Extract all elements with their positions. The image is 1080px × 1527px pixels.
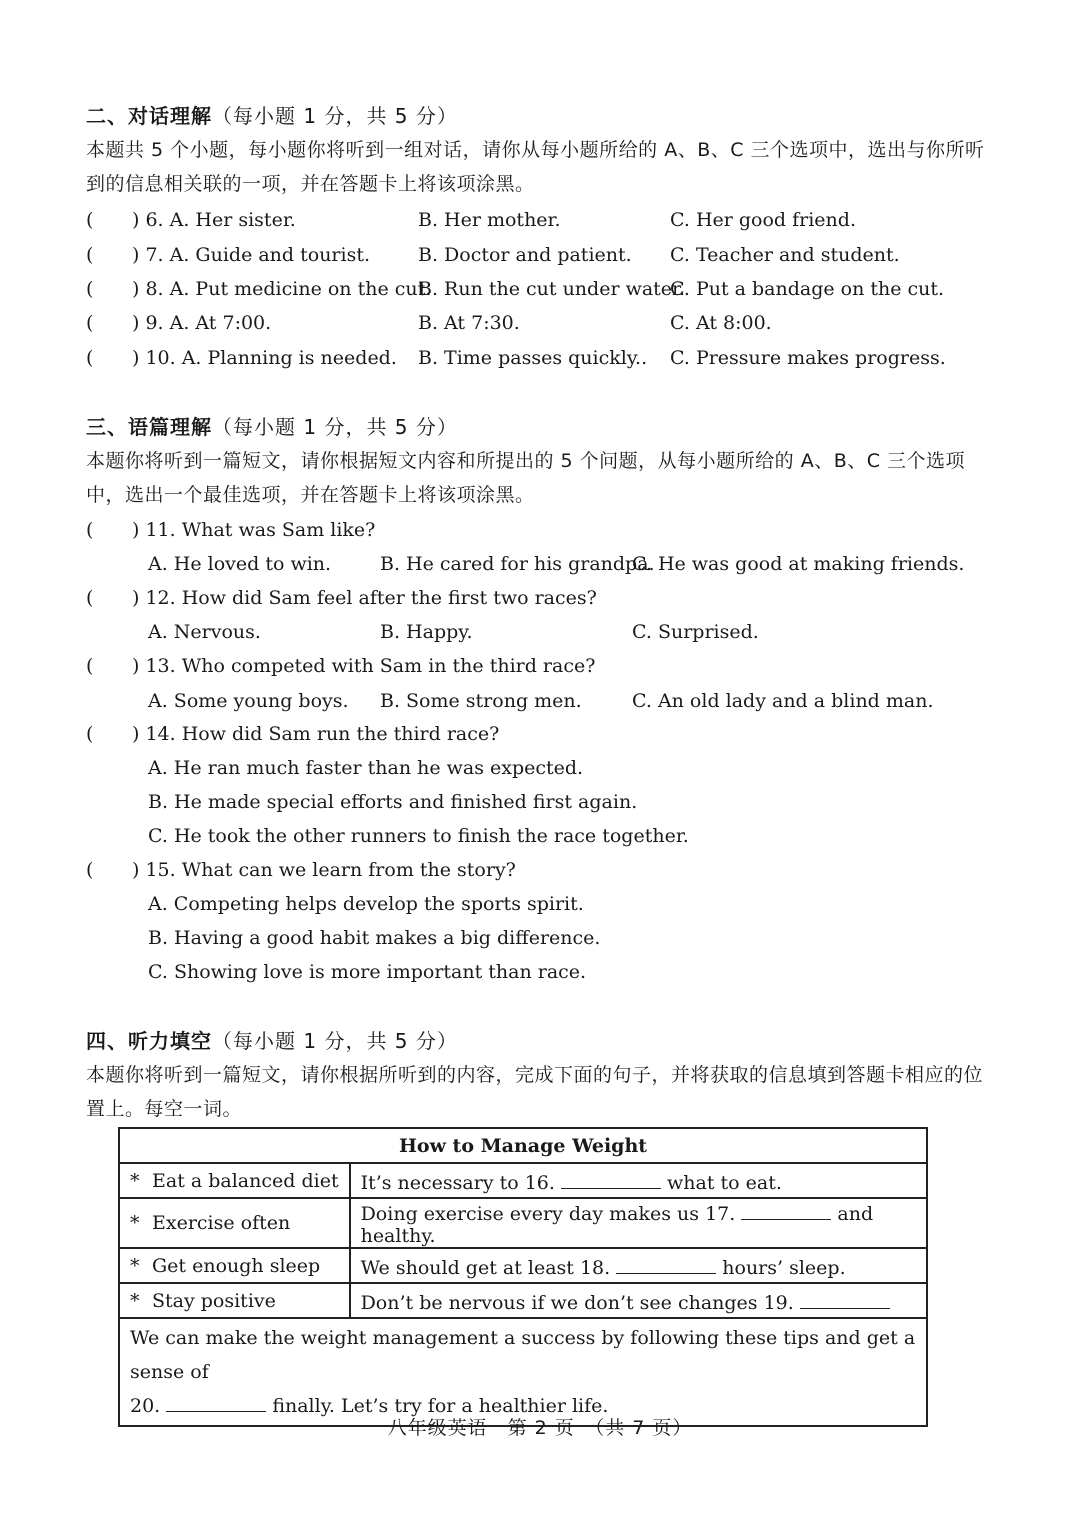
question-stem: ) 14. How did Sam run the third race? <box>132 723 500 745</box>
row-topic <box>119 1163 350 1198</box>
section3-instruction: 本题你将听到一篇短文，请你根据短文内容和所提出的 5 个问题，从每小题所给的 A、B、C 三个选项中，选出一个最佳选项，并在答题卡上将该项涂黑。 <box>86 450 966 506</box>
section2-instruction: 本题共 5 个小题，每小题你将听到一组对话，请你从每小题所给的 A、B、C 三个选项中，选出与你所听到的信息相关联的一项，并在答题卡上将该项涂黑。 <box>86 139 985 195</box>
answer-paren[interactable]: ( <box>86 723 94 745</box>
question-14 <box>86 717 986 751</box>
sentence-end: and healthy. <box>360 1203 874 1247</box>
answer-blank-17[interactable] <box>741 1199 831 1220</box>
section3-title: 三、语篇理解 <box>86 415 212 439</box>
question-7 <box>86 238 986 272</box>
answer-blank-19[interactable] <box>800 1288 890 1309</box>
table-title: How to Manage Weight <box>119 1128 927 1163</box>
question-12-options <box>148 615 988 649</box>
sentence-start: We should get at least 18. <box>360 1256 611 1279</box>
answer-paren[interactable]: ( <box>86 312 94 334</box>
option-b: B. Doctor and patient. <box>418 244 632 266</box>
option-b: B. Time passes quickly.. <box>418 347 648 369</box>
row-sentence <box>350 1163 927 1198</box>
summary-line: We can make the weight management a success by following these tips and get a sense of <box>130 1327 916 1383</box>
question-stem: ) 12. How did Sam feel after the first two races? <box>132 587 597 609</box>
question-11-options <box>148 547 988 581</box>
section4-instruction: 本题你将听到一篇短文，请你根据所听到的内容，完成下面的句子，并将获取的信息填到答题卡相应的位置上。每空一词。 <box>86 1064 984 1120</box>
option-b: B. Happy. <box>380 621 473 643</box>
row-topic <box>119 1283 350 1318</box>
option-a: A. He ran much faster than he was expected. <box>148 757 584 779</box>
sentence-end: hours’ sleep. <box>722 1256 846 1279</box>
star-icon: * <box>130 1289 140 1312</box>
answer-blank-20[interactable] <box>166 1391 266 1412</box>
option-b: B. He cared for his grandpa. <box>380 553 655 575</box>
option-c: C. Teacher and student. <box>670 244 900 266</box>
question-13-options <box>148 684 988 718</box>
section4-score: （每小题 1 分，共 5 分） <box>212 1029 458 1053</box>
table-row <box>119 1198 927 1248</box>
section2-title: 二、对话理解 <box>86 104 212 128</box>
question-stem: ) 11. What was Sam like? <box>132 519 376 541</box>
option-a: A. Competing helps develop the sports spirit. <box>148 893 584 915</box>
sentence-start: Doing exercise every day makes us 17. <box>360 1203 736 1225</box>
question-11 <box>86 513 986 547</box>
question-13 <box>86 649 986 683</box>
summary-num: 20. <box>130 1395 161 1417</box>
answer-paren[interactable]: ( <box>86 519 94 541</box>
option-c: C. Pressure makes progress. <box>670 347 946 369</box>
sentence-start: Don’t be nervous if we don’t see changes 19. <box>360 1291 794 1314</box>
option-c: C. Her good friend. <box>670 209 856 231</box>
section2-score: （每小题 1 分，共 5 分） <box>212 104 458 128</box>
option-b: B. Run the cut under water. <box>418 278 686 300</box>
option-c: C. Showing love is more important than race. <box>148 961 587 983</box>
table-row <box>119 1318 927 1426</box>
question-9 <box>86 306 986 340</box>
answer-paren[interactable]: ( <box>86 209 94 231</box>
section2-heading <box>86 100 458 129</box>
topic-text: Get enough sleep <box>152 1254 321 1277</box>
option-a: ) 8. A. Put medicine on the cut. <box>132 278 432 300</box>
summary-cell <box>119 1318 927 1426</box>
page-footer: 八年级英语 第 2 页 （共 7 页） <box>387 1417 693 1439</box>
option-b: B. Having a good habit makes a big difference. <box>148 927 601 949</box>
table-row <box>119 1248 927 1283</box>
option-b: B. Her mother. <box>418 209 561 231</box>
row-topic <box>119 1198 350 1248</box>
sentence-end: what to eat. <box>667 1171 782 1194</box>
topic-text: Exercise often <box>152 1212 291 1234</box>
question-12 <box>86 581 986 615</box>
option-c: C. At 8:00. <box>670 312 772 334</box>
answer-blank-18[interactable] <box>616 1253 716 1274</box>
option-b: B. He made special efforts and finished first again. <box>148 791 638 813</box>
summary-end: finally. Let’s try for a healthier life. <box>272 1395 609 1417</box>
star-icon: * <box>130 1169 140 1192</box>
option-a: A. He loved to win. <box>148 553 332 575</box>
option-c: C. He was good at making friends. <box>632 553 965 575</box>
topic-text: Eat a balanced diet <box>152 1169 339 1192</box>
question-stem: ) 13. Who competed with Sam in the third race? <box>132 655 596 677</box>
option-a: ) 10. A. Planning is needed. <box>132 347 397 369</box>
answer-paren[interactable]: ( <box>86 278 94 300</box>
option-a: A. Some young boys. <box>148 690 349 712</box>
option-b: B. At 7:30. <box>418 312 520 334</box>
option-a: ) 6. A. Her sister. <box>132 209 296 231</box>
section4-title: 四、听力填空 <box>86 1029 212 1053</box>
row-sentence <box>350 1248 927 1283</box>
star-icon: * <box>130 1212 140 1234</box>
weight-table <box>118 1127 928 1427</box>
option-b: B. Some strong men. <box>380 690 582 712</box>
option-c: C. He took the other runners to finish the race together. <box>148 825 689 847</box>
answer-paren[interactable]: ( <box>86 655 94 677</box>
topic-text: Stay positive <box>152 1289 276 1312</box>
row-sentence <box>350 1283 927 1318</box>
option-c: C. An old lady and a blind man. <box>632 690 934 712</box>
answer-paren[interactable]: ( <box>86 587 94 609</box>
option-a: ) 9. A. At 7:00. <box>132 312 272 334</box>
question-stem: ) 15. What can we learn from the story? <box>132 859 516 881</box>
section4-heading <box>86 1025 458 1054</box>
question-6 <box>86 203 986 237</box>
answer-paren[interactable]: ( <box>86 859 94 881</box>
question-15 <box>86 853 986 887</box>
option-c: C. Surprised. <box>632 621 759 643</box>
answer-paren[interactable]: ( <box>86 244 94 266</box>
section3-score: （每小题 1 分，共 5 分） <box>212 415 458 439</box>
question-10 <box>86 341 986 375</box>
row-sentence <box>350 1198 927 1248</box>
answer-paren[interactable]: ( <box>86 347 94 369</box>
option-c: C. Put a bandage on the cut. <box>670 278 945 300</box>
table-row <box>119 1163 927 1198</box>
table-row <box>119 1283 927 1318</box>
question-8 <box>86 272 986 306</box>
answer-blank-16[interactable] <box>561 1168 661 1189</box>
option-a: ) 7. A. Guide and tourist. <box>132 244 371 266</box>
sentence-start: It’s necessary to 16. <box>360 1171 555 1194</box>
option-a: A. Nervous. <box>148 621 261 643</box>
section3-heading <box>86 411 458 440</box>
row-topic <box>119 1248 350 1283</box>
star-icon: * <box>130 1254 140 1277</box>
